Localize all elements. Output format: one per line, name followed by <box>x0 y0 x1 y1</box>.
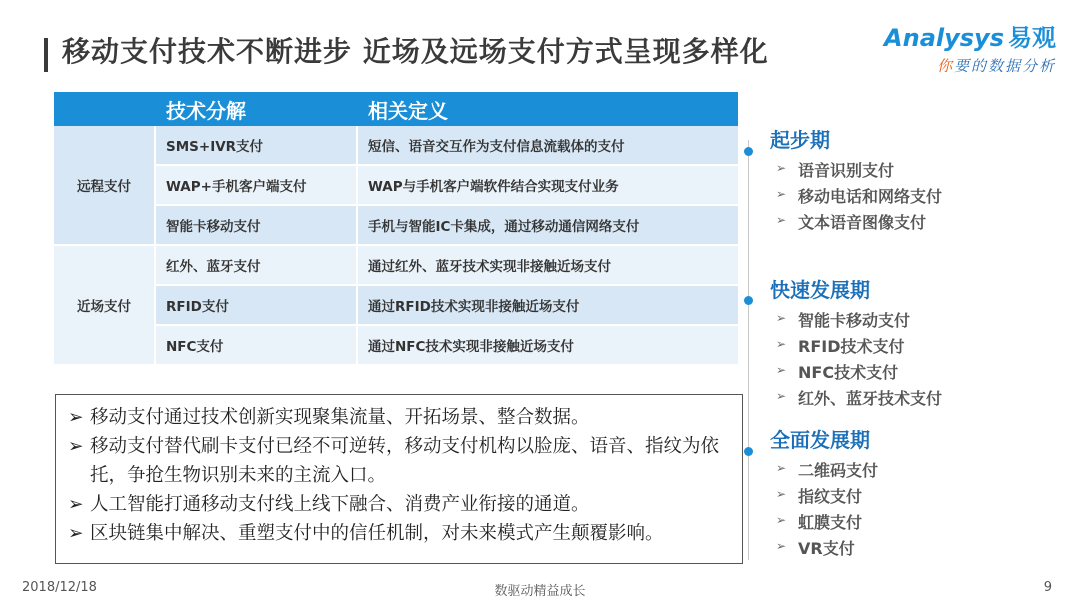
footer-date: 2018/12/18 <box>22 580 97 595</box>
arrow-bullet-icon: ➢ <box>68 407 84 428</box>
method-cell: 智能卡移动支付 <box>156 206 358 246</box>
group-nearfield: 近场支付 <box>54 246 156 366</box>
note-item: ➢ 移动支付替代刷卡支付已经不可逆转，移动支付机构以脸庞、语音、指纹为依托，争抢生物识别未来的主流入口。 <box>68 432 730 490</box>
notes-box <box>55 394 743 564</box>
timeline-dot <box>744 296 753 305</box>
stage-item: ➢ 智能卡移动支付 <box>776 308 910 331</box>
arrow-bullet-icon: ➢ <box>776 311 787 325</box>
arrow-bullet-icon: ➢ <box>776 337 787 351</box>
stage-item: ➢ 红外、蓝牙技术支付 <box>776 386 942 409</box>
arrow-bullet-icon: ➢ <box>68 494 84 515</box>
brand-logo <box>884 18 1056 76</box>
page-title: 移动支付技术不断进步 近场及远场支付方式呈现多样化 <box>62 35 769 68</box>
definition-cell: 短信、语音交互作为支付信息流载体的支付 <box>358 126 738 166</box>
method-cell: NFC支付 <box>156 326 358 366</box>
logo-cn: 易观 <box>1008 24 1056 52</box>
page-number: 9 <box>1043 580 1052 595</box>
note-item: ➢ 移动支付通过技术创新实现聚集流量、开拓场景、整合数据。 <box>68 403 730 432</box>
arrow-bullet-icon: ➢ <box>776 389 787 403</box>
stage-title: 起步期 <box>770 128 830 152</box>
timeline-dot <box>744 147 753 156</box>
stage-item: ➢ 虹膜支付 <box>776 510 862 533</box>
stage-item: ➢ 移动电话和网络支付 <box>776 184 942 207</box>
definition-cell: WAP与手机客户端软件结合实现支付业务 <box>358 166 738 206</box>
table-row <box>54 326 738 366</box>
stage-title: 全面发展期 <box>770 428 870 452</box>
arrow-bullet-icon: ➢ <box>68 436 84 457</box>
stage-item: ➢ RFID技术支付 <box>776 334 905 357</box>
stage-title: 快速发展期 <box>770 278 870 302</box>
table-header-row <box>54 92 738 126</box>
arrow-bullet-icon: ➢ <box>776 487 787 501</box>
table-row <box>54 166 738 206</box>
logo-latin: Analysys <box>884 24 1004 52</box>
timeline-line <box>748 140 749 560</box>
arrow-bullet-icon: ➢ <box>68 523 84 544</box>
definition-cell: 手机与智能IC卡集成，通过移动通信网络支付 <box>358 206 738 246</box>
arrow-bullet-icon: ➢ <box>776 213 787 227</box>
stage-item: ➢ 二维码支付 <box>776 458 878 481</box>
table-row <box>54 246 738 286</box>
tech-table <box>54 92 738 366</box>
arrow-bullet-icon: ➢ <box>776 363 787 377</box>
stage-item: ➢ VR支付 <box>776 536 855 559</box>
arrow-bullet-icon: ➢ <box>776 161 787 175</box>
header-definition: 相关定义 <box>358 92 738 126</box>
arrow-bullet-icon: ➢ <box>776 513 787 527</box>
method-cell: SMS+IVR支付 <box>156 126 358 166</box>
method-cell: WAP+手机客户端支付 <box>156 166 358 206</box>
table-row <box>54 206 738 246</box>
group-remote: 远程支付 <box>54 126 156 246</box>
arrow-bullet-icon: ➢ <box>776 187 787 201</box>
definition-cell: 通过RFID技术实现非接触近场支付 <box>358 286 738 326</box>
stage-item: ➢ 语音识别支付 <box>776 158 894 181</box>
footer-slogan: 数驱动精益成长 <box>494 584 586 599</box>
table-row <box>54 286 738 326</box>
stage-item: ➢ 指纹支付 <box>776 484 862 507</box>
note-item: ➢ 人工智能打通移动支付线上线下融合、消费产业衔接的通道。 <box>68 490 730 519</box>
logo-slogan-rest: 要的数据分析 <box>953 57 1056 75</box>
stage-item: ➢ NFC技术支付 <box>776 360 898 383</box>
timeline-dot <box>744 447 753 456</box>
table-row <box>54 126 738 166</box>
method-cell: RFID支付 <box>156 286 358 326</box>
method-cell: 红外、蓝牙支付 <box>156 246 358 286</box>
title-accent-bar <box>44 38 48 72</box>
note-item: ➢ 区块链集中解决、重塑支付中的信任机制，对未来模式产生颠覆影响。 <box>68 519 730 548</box>
arrow-bullet-icon: ➢ <box>776 539 787 553</box>
logo-slogan-first: 你 <box>936 57 954 75</box>
header-tech: 技术分解 <box>54 92 358 126</box>
stage-item: ➢ 文本语音图像支付 <box>776 210 926 233</box>
definition-cell: 通过红外、蓝牙技术实现非接触近场支付 <box>358 246 738 286</box>
arrow-bullet-icon: ➢ <box>776 461 787 475</box>
definition-cell: 通过NFC技术实现非接触近场支付 <box>358 326 738 366</box>
